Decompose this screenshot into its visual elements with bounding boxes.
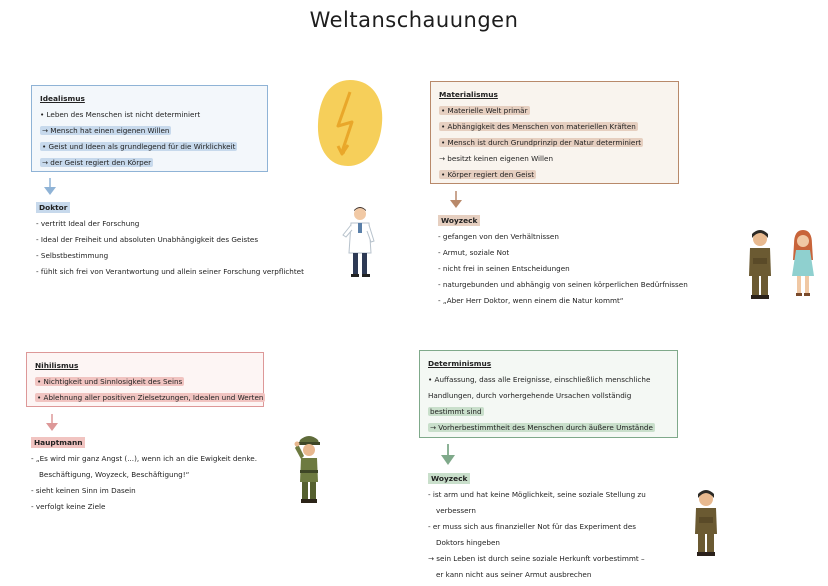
idealismus-box — [31, 85, 268, 172]
list-item: → Mensch hat einen eigenen Willen — [42, 126, 170, 135]
nihilismus-heading: Nihilismus — [35, 361, 79, 370]
lightning-icon — [314, 78, 386, 168]
arrow-down-icon — [45, 414, 59, 432]
list-item: - „Aber Herr Doktor, wenn einem die Natur kommt“ — [438, 296, 624, 305]
doktor-heading: Doktor — [36, 202, 70, 213]
list-item: • Mensch ist durch Grundprinzip der Natur determiniert — [441, 138, 642, 147]
arrow-down-icon — [449, 191, 463, 209]
arrow-down-icon — [43, 178, 57, 196]
list-item: - vertritt Ideal der Forschung — [36, 219, 140, 228]
list-item: - gefangen von den Verhältnissen — [438, 232, 559, 241]
hauptmann-figure-icon — [292, 432, 326, 506]
list-item: - „Es wird mir ganz Angst (...), wenn ich an die Ewigkeit denke. — [31, 454, 258, 463]
doctor-figure-icon — [340, 205, 380, 280]
hauptmann-heading: Hauptmann — [31, 437, 85, 448]
list-item: → besitzt keinen eigenen Willen — [439, 154, 554, 163]
list-item: - verfolgt keine Ziele — [31, 502, 106, 511]
woyzeck-figure-icon — [744, 228, 776, 300]
list-item: Handlungen, durch vorhergehende Ursachen vollständig — [428, 391, 632, 400]
list-item: - Armut, soziale Not — [438, 248, 510, 257]
list-item: bestimmt sind — [430, 407, 482, 416]
determinismus-heading: Determinismus — [428, 359, 492, 368]
woyzeck-heading: Woyzeck — [438, 215, 480, 226]
hauptmann-section — [31, 435, 257, 515]
list-item: - Selbstbestimmung — [36, 251, 109, 260]
list-item: - fühlt sich frei von Verantwortung und allein seiner Forschung verpflichtet — [36, 267, 304, 276]
list-item: er kann nicht aus seiner Armut ausbrechen — [436, 570, 592, 579]
list-item: - Ideal der Freiheit und absoluten Unabhängigkeit des Geistes — [36, 235, 259, 244]
list-item: → Vorherbestimmtheit des Menschen durch äußere Umstände — [430, 423, 653, 432]
materialismus-heading: Materialismus — [439, 90, 498, 99]
list-item: - er muss sich aus finanzieller Not für das Experiment des — [428, 522, 637, 531]
list-item: - ist arm und hat keine Möglichkeit, seine soziale Stellung zu — [428, 490, 646, 499]
list-item: • Auffassung, dass alle Ereignisse, einschließlich menschliche — [428, 375, 651, 384]
list-item: • Nichtigkeit und Sinnlosigkeit des Seins — [37, 377, 183, 386]
list-item: → der Geist regiert den Körper — [42, 158, 152, 167]
woyzeck-section — [438, 213, 688, 309]
list-item: • Körper regiert den Geist — [441, 170, 535, 179]
list-item: • Leben des Menschen ist nicht determiniert — [40, 110, 201, 119]
marie-figure-icon — [788, 230, 818, 300]
list-item: - sieht keinen Sinn im Dasein — [31, 486, 136, 495]
doktor-section — [36, 200, 304, 280]
list-item: → sein Leben ist durch seine soziale Herkunft vorbestimmt – — [428, 554, 645, 563]
list-item: - naturgebunden und abhängig von seinen körperlichen Bedürfnissen — [438, 280, 688, 289]
list-item: • Geist und Ideen als grundlegend für die Wirklichkeit — [42, 142, 236, 151]
arrow-down-icon — [440, 444, 456, 466]
list-item: • Abhängigkeit des Menschen von materiellen Kräften — [441, 122, 636, 131]
list-item: • Materielle Welt primär — [441, 106, 528, 115]
nihilismus-box — [26, 352, 264, 407]
woyzeck-figure-icon — [690, 488, 722, 558]
list-item: - nicht frei in seinen Entscheidungen — [438, 264, 570, 273]
page-title: Weltanschauungen — [309, 8, 519, 32]
determinismus-box — [419, 350, 678, 438]
list-item: verbessern — [436, 506, 476, 515]
woyzeck-heading: Woyzeck — [428, 473, 470, 484]
woyzeck-section — [428, 471, 646, 583]
list-item: Beschäftigung, Woyzeck, Beschäftigung!“ — [39, 470, 190, 479]
idealismus-heading: Idealismus — [40, 94, 85, 103]
list-item: Doktors hingeben — [436, 538, 500, 547]
materialismus-box — [430, 81, 679, 184]
list-item: • Ablehnung aller positiven Zielsetzungen, Idealen und Werten — [37, 393, 264, 402]
